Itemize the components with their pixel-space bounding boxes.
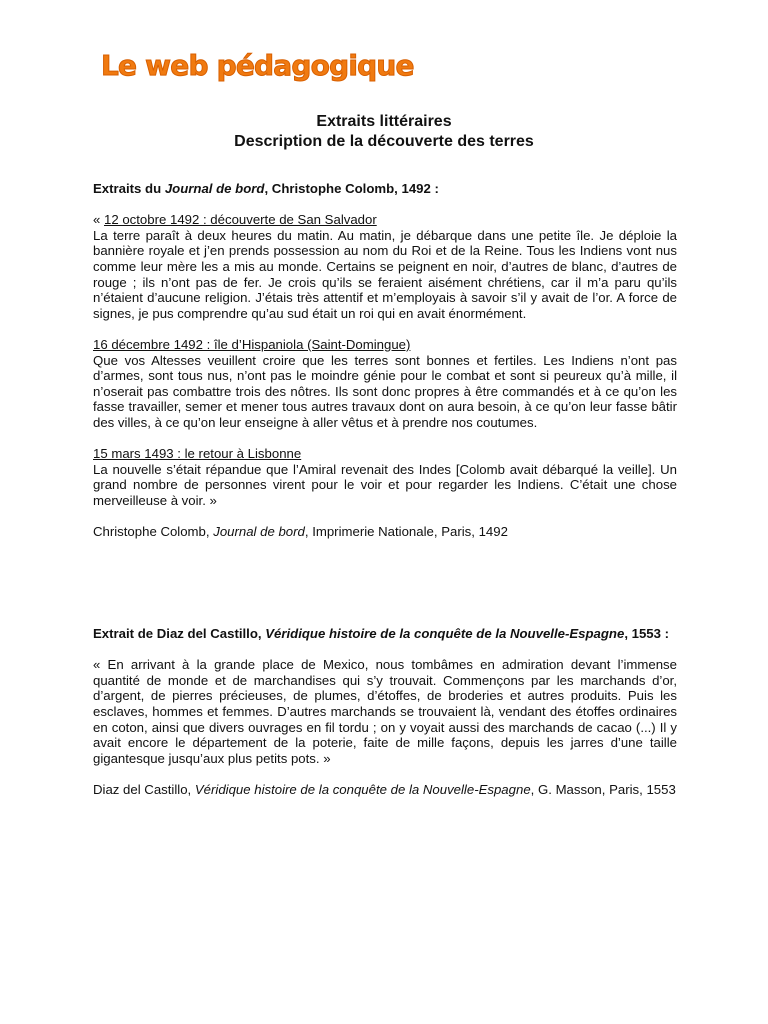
colomb-entry1-date: 12 octobre 1492 : découverte de San Salvador — [104, 212, 377, 228]
colomb-entry2-text: Que vos Altesses veuillent croire que les terres sont bonnes et fertiles. Les Indiens n’ont pas d’armes, sont tous nus, n’ont pas le moindre génie pour le combat et sont si peureux qu’à mille, il n’oserait pas combattre trois des nôtres. Ils sont donc propres à être commandés et à ce qu’on les fasse travailler, semer et mener tous autres travaux dont on aura besoin, à ce qu’on leur fasse bâtir des villes, à ce qu’on leur enseigne à aller vêtus et à prendre nos coutumes. — [93, 352, 677, 430]
diaz-section — [93, 626, 677, 798]
diaz-source-work: Véridique histoire de la conquête de la Nouvelle-Espagne — [194, 781, 531, 797]
diaz-quote: « En arrivant à la grande place de Mexico, nous tombâmes en admiration devant l’immense quantité de monde et de marchandises qui s’y trouvait. Commençons par les marchands d’or, d’argent, de pierres précieuses, de plumes, d’étoffes, de broderies et autres produits. Puis les esclaves, hommes et femmes. D’autres marchands se trouvaient là, vendant des étoffes ordinaires en coton, ainsi que divers ouvrages en fil tordu ; on y voyait aussi des marchands de cacao (...) Il y avait encore le département de la poterie, faite de mille façons, depuis les jarres d’une taille gigantesque jusqu’aux plus petits pots. » — [93, 657, 677, 766]
document-title-block — [0, 112, 768, 152]
diaz-source: Diaz del Castillo, Véridique histoire de la conquête de la Nouvelle-Espagne, G. Masson, Paris, 1553 — [93, 781, 676, 797]
colomb-entry1-text: La terre paraît à deux heures du matin. Au matin, je débarque dans une petite île. Je déploie la bannière royale et j’en prends possession au nom du Roi et de la Reine. Tous les Indiens vont nus comme leur mère les a mis au monde. Certains se peignent en noir, d’autres de blanc, d’autres de rouge ; ils n’ont pas de fer. Je crois qu’ils se feraient aisément chrétiens, car il m’a paru qu’ils n’étaient d’aucune religion. J’étais très attentif et m’employais à savoir s’il y avait de l’or. A force de signes, je pus comprendre qu’au sud était un roi qui en avait énormément. — [93, 227, 677, 321]
colomb-source-work: Journal de bord — [213, 524, 305, 540]
site-logo[interactable]: Le web pédagogique — [101, 49, 414, 82]
diaz-heading-work: Véridique histoire de la conquête de la Nouvelle-Espagne — [265, 626, 625, 641]
document-subtitle: Description de la découverte des terres — [234, 133, 534, 150]
colomb-entry2-date: 16 décembre 1492 : île d’Hispaniola (Saint-Domingue) — [93, 336, 411, 352]
document-title: Extraits littéraires — [316, 113, 452, 130]
colomb-entry1-date-line: « 12 octobre 1492 : découverte de San Salvador — [93, 212, 377, 228]
colomb-entry3-text: La nouvelle s’était répandue que l’Amiral revenait des Indes [Colomb avait débarqué la veille]. Un grand nombre de personnes virent pour le voir et pour regarder les Indiens. C’était une chose merveilleuse à voir. » — [93, 461, 677, 508]
colomb-entry3-date: 15 mars 1493 : le retour à Lisbonne — [93, 446, 302, 462]
colomb-heading-work: Journal de bord — [164, 181, 265, 196]
colomb-heading: Extraits du Journal de bord, Christophe Colomb, 1492 : — [93, 181, 439, 196]
colomb-source: Christophe Colomb, Journal de bord, Imprimerie Nationale, Paris, 1492 — [93, 524, 508, 540]
diaz-heading: Extrait de Diaz del Castillo, Véridique histoire de la conquête de la Nouvelle-Espagne, 1553 : — [93, 626, 670, 641]
colomb-section — [93, 181, 677, 540]
